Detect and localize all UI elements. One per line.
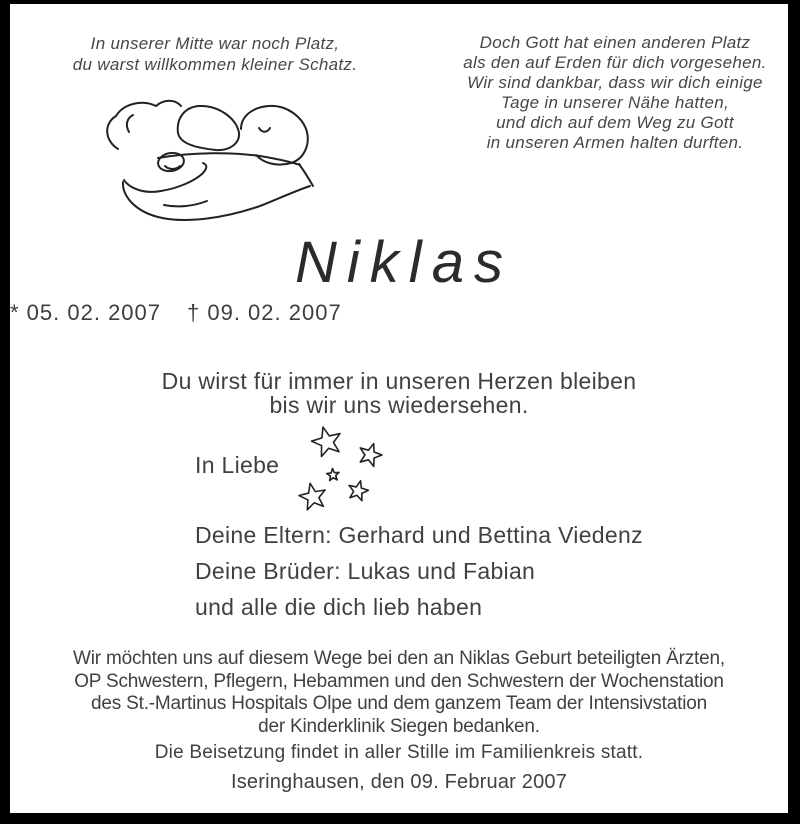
remembrance-line: Du wirst für immer in unseren Herzen bleiben — [161, 368, 637, 394]
verse-line: Wir sind dankbar, dass wir dich einige — [467, 73, 763, 92]
acknowledgement-line: der Kinderklinik Siegen bedanken. — [258, 715, 540, 737]
acknowledgement-line: Wir möchten uns auf diesem Wege bei den an Niklas Geburt beteiligten Ärzten, — [73, 648, 725, 669]
verse-line: in unseren Armen halten durften. — [486, 133, 744, 152]
place-and-date: Iseringhausen, den 09. Februar 2007 — [230, 771, 568, 793]
verse-line: als den auf Erden für dich vorgesehen. — [463, 53, 767, 72]
stars-cluster-icon — [288, 422, 388, 514]
life-dates — [10, 300, 342, 326]
birth-date: * 05. 02. 2007 — [10, 300, 162, 325]
opening-verse-left — [40, 33, 390, 75]
death-date: † 09. 02. 2007 — [187, 300, 342, 325]
family-line-parents: Deine Eltern: Gerhard und Bettina Viedenz — [195, 522, 643, 548]
deceased-name: Niklas — [295, 230, 513, 295]
verse-line: du warst willkommen kleiner Schatz. — [72, 55, 358, 74]
verse-line: In unserer Mitte war noch Platz, — [90, 34, 340, 53]
memorial-card — [10, 4, 788, 813]
remembrance-line: bis wir uns wiedersehen. — [269, 392, 529, 418]
family-names — [195, 517, 643, 625]
hands-holding-baby-icon — [80, 75, 380, 245]
verse-line: und dich auf dem Weg zu Gott — [496, 113, 734, 132]
family-line-brothers: Deine Brüder: Lukas und Fabian — [195, 558, 536, 584]
remembrance-verse — [10, 369, 788, 417]
family-line-others: und alle die dich lieb haben — [195, 594, 483, 620]
acknowledgement-paragraph — [10, 648, 788, 738]
verse-line: Doch Gott hat einen anderen Platz — [479, 33, 751, 52]
acknowledgement-line: OP Schwestern, Pflegern, Hebammen und den Schwestern der Wochenstation — [74, 670, 724, 692]
verse-line: Tage in unserer Nähe hatten, — [501, 93, 729, 112]
acknowledgement-line: des St.-Martinus Hospitals Olpe und dem ganzem Team der Intensivstation — [91, 693, 707, 714]
closing-phrase: In Liebe — [195, 452, 280, 478]
opening-verse-right — [440, 33, 790, 153]
funeral-notice: Die Beisetzung findet in aller Stille im Familienkreis statt. — [154, 742, 644, 763]
